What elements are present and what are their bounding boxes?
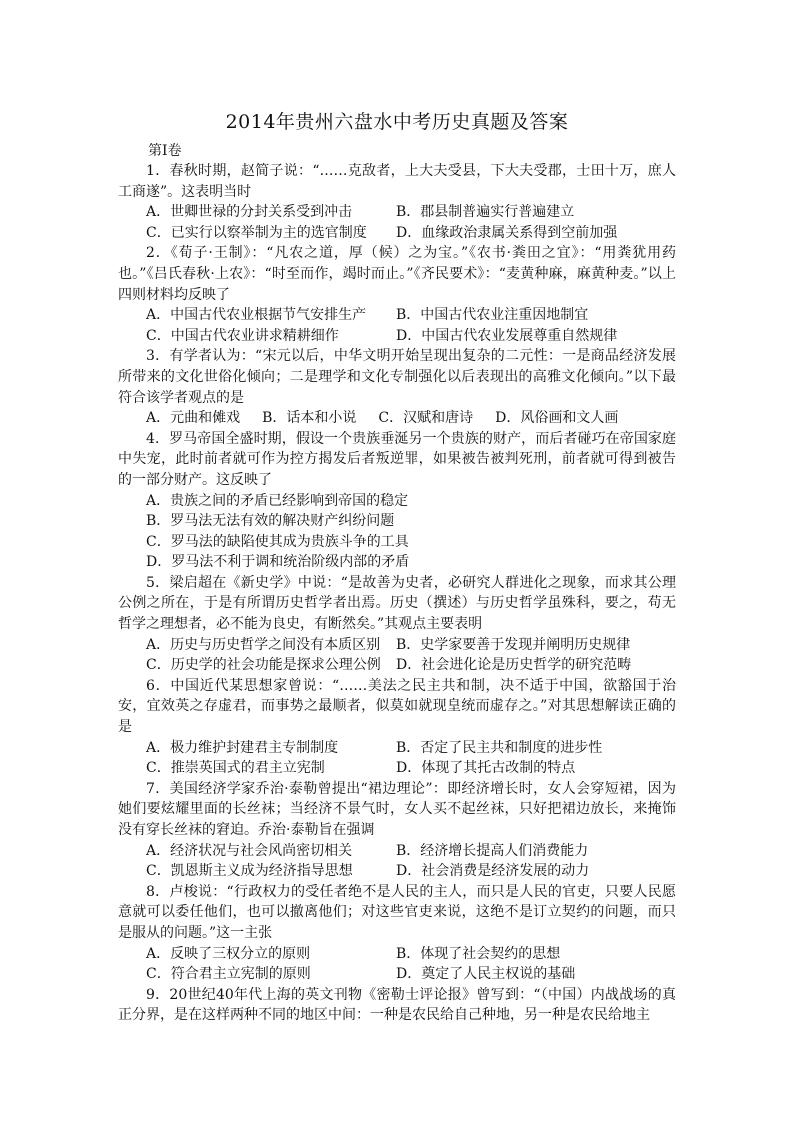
- option-c: C．凯恩斯主义成为经济指导思想: [146, 863, 353, 880]
- question-1: [118, 161, 676, 243]
- question-stem: 7．美国经济学家乔治·泰勒曾提出“裙边理论”：即经济增长时，女人会穿短裙，因为她们要炫耀里面的长丝袜；当经济不景气时，女人买不起丝袜，只好把裙边放长，来掩饰没有穿长丝袜的窘迫。乔治·泰勒旨在强调: [118, 780, 676, 838]
- option-d: D．体现了其托古改制的特点: [396, 760, 576, 777]
- option-b: B．郡县制普遍实行普遍建立: [396, 204, 575, 221]
- option-c: C．罗马法的缺陷使其成为贵族斗争的工具: [146, 533, 409, 550]
- option-a: A．元曲和傩戏: [146, 410, 241, 427]
- question-stem: 5．梁启超在《新史学》中说：“是故善为史者，必研究人群进化之现象，而求其公理公例之所在，于是有所谓历史哲学者出焉。历史（撰述）与历史哲学虽殊科，要之，苟无哲学之理想者，必不能为良史，有断然矣。”其观点主要表明: [118, 574, 676, 633]
- question-8: [118, 882, 676, 985]
- question-9: [118, 985, 676, 1026]
- option-a: A．反映了三权分立的原则: [146, 945, 311, 962]
- option-d: D．风俗画和文人画: [495, 410, 619, 427]
- question-7: [118, 779, 676, 882]
- option-b: B．否定了民主共和制度的进步性: [396, 739, 603, 756]
- question-4: [118, 429, 676, 573]
- option-c: C．推崇英国式的君主立宪制: [146, 760, 325, 777]
- question-stem: 8．卢梭说：“行政权力的受任者绝不是人民的主人，而只是人民的官吏，只要人民愿意就可以委任他们，也可以撤离他们；对这些官吏来说，这绝不是订立契约的问题，而只是服从的问题。”这一主张: [118, 883, 676, 941]
- option-c: C．历史学的社会功能是探求公理公例: [146, 657, 381, 674]
- option-d: D．罗马法不利于调和统治阶级内部的矛盾: [146, 554, 410, 571]
- option-a: A．中国古代农业根据节气安排生产: [146, 307, 367, 324]
- question-stem: 6．中国近代某思想家曾说：“……美法之民主共和制，决不适于中国，欲豁国于治安，宜效英之存虚君，而事势之最顺者，似莫如就现皇统而虚存之。”对其思想解读正确的是: [118, 677, 676, 736]
- option-d: D．奠定了人民主权说的基础: [396, 966, 576, 983]
- question-6: [118, 676, 676, 779]
- option-b: B．史学家要善于发现并阐明历史规律: [396, 636, 631, 653]
- question-stem: 2．《荀子·王制》：“凡农之道，厚（候）之为宝。”《农书·粪田之宜》：“用粪犹用药也。”《吕氏春秋·上农》：“时至而作，竭时而止。”《齐民要术》：“麦黄种麻，麻黄种麦。”以上四则材料均反映了: [118, 245, 676, 303]
- option-c: C．汉赋和唐诗: [378, 410, 474, 427]
- option-a: A．经济状况与社会风尚密切相关: [146, 842, 353, 859]
- question-list: [118, 161, 676, 1026]
- option-c: C．已实行以察举制为主的选官制度: [146, 224, 367, 241]
- option-a: A．贵族之间的矛盾已经影响到帝国的稳定: [146, 492, 409, 509]
- option-b: B．中国古代农业注重因地制宜: [396, 307, 589, 324]
- option-d: D．血缘政治隶属关系得到空前加强: [396, 224, 618, 241]
- option-b: B．罗马法无法有效的解决财产纠纷问题: [146, 513, 395, 530]
- section-heading: 第Ⅰ卷: [148, 143, 182, 159]
- option-b: B．体现了社会契约的思想: [396, 945, 561, 962]
- option-c: C．符合君主立宪制的原则: [146, 966, 311, 983]
- question-stem: 4．罗马帝国全盛时期，假设一个贵族垂涎另一个贵族的财产，而后者碰巧在帝国家庭中失宠，此时前者就可作为控方揭发后者叛逆罪，如果被告被判死刑，前者就可得到被告的一部分财产。这反映了: [118, 430, 676, 488]
- question-3: [118, 346, 676, 428]
- option-d: D．社会进化论是历史哲学的研究范畴: [396, 657, 632, 674]
- option-a: A．极力维护封建君主专制制度: [146, 739, 339, 756]
- option-b: B．话本和小说: [262, 410, 357, 427]
- option-b: B．经济增长提高人们消费能力: [396, 842, 589, 859]
- option-a: A．历史与历史哲学之间没有本质区别: [146, 636, 381, 653]
- question-stem: 1．春秋时期，赵简子说：“……克敌者，上大夫受县，下大夫受郡，士田十万，庶人工商遂”。这表明当时: [118, 163, 676, 200]
- question-2: [118, 243, 676, 346]
- option-d: D．社会消费是经济发展的动力: [396, 863, 590, 880]
- page-title: 2014年贵州六盘水中考历史真题及答案: [225, 111, 569, 133]
- option-a: A．世卿世禄的分封关系受到冲击: [146, 204, 353, 221]
- question-stem: 3．有学者认为：“宋元以后，中华文明开始呈现出复杂的二元性：一是商品经济发展所带来的文化世俗化倾向；二是理学和文化专制强化以后表现出的高雅文化倾向。”以下最符合该学者观点的是: [118, 348, 676, 406]
- option-c: C．中国古代农业讲求精耕细作: [146, 327, 339, 344]
- option-d: D．中国古代农业发展尊重自然规律: [396, 327, 618, 344]
- question-stem: 9．20世纪40年代上海的英文刊物《密勒士评论报》曾写到：“（中国）内战战场的真正分界，是在这样两种不同的地区中间：一种是农民给自己种地，另一种是农民给地主: [118, 986, 676, 1024]
- question-5: [118, 573, 676, 676]
